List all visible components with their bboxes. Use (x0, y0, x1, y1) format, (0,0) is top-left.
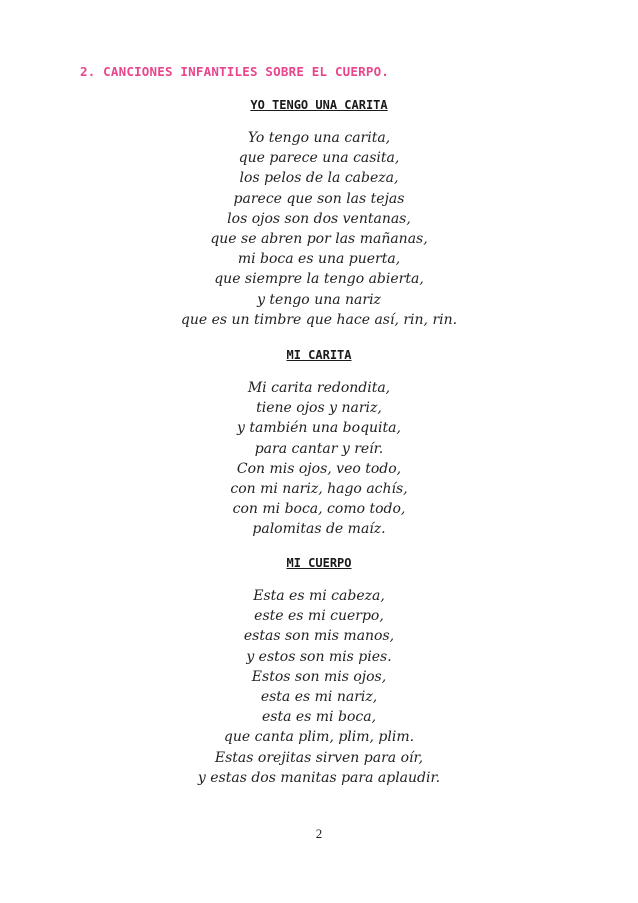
verse-line: que se abren por las mañanas, (210, 231, 428, 248)
verse-line: y también una boquita, (237, 420, 401, 437)
verse-line: estas son mis manos, (243, 628, 395, 645)
verse-line: que siempre la tengo abierta, (214, 271, 424, 288)
song-title-mi-carita: MI CARITA (286, 348, 352, 362)
verse-line: con mi boca, como todo, (232, 501, 406, 518)
verse-line: los ojos son dos ventanas, (227, 210, 411, 227)
song-verse-mi-cuerpo (0, 586, 638, 788)
verse-line: y tengo una nariz (257, 291, 381, 308)
verse-line: que parece una casita, (238, 150, 400, 167)
verse-line: este es mi cuerpo, (254, 608, 384, 625)
verse-line: Estos son mis ojos, (251, 668, 387, 685)
verse-line: mi boca es una puerta, (237, 251, 401, 268)
verse-line: Mi carita redondita, (247, 380, 391, 396)
verse-line: palomitas de maíz. (252, 521, 386, 538)
song-title-mi-cuerpo: MI CUERPO (286, 556, 352, 570)
verse-line: esta es mi nariz, (260, 689, 378, 706)
verse-line: y estos son mis pies. (246, 648, 392, 665)
song-verse-mi-carita (0, 378, 638, 540)
song-title-yo-tengo-una-carita: YO TENGO UNA CARITA (250, 98, 388, 112)
verse-line: Con mis ojos, veo todo, (236, 460, 402, 477)
verse-line: que es un timbre que hace así, rin, rin. (180, 311, 458, 328)
verse-line: tiene ojos y nariz, (256, 400, 382, 417)
verse-line: Yo tengo una carita, (247, 130, 391, 146)
verse-line: y estas dos manitas para aplaudir. (197, 769, 441, 786)
section-heading: 2. CANCIONES INFANTILES SOBRE EL CUERPO. (80, 64, 390, 79)
verse-line: Estas orejitas sirven para oír, (214, 749, 424, 766)
page-number: 2 (315, 826, 323, 841)
verse-line: con mi nariz, hago achís, (230, 481, 408, 498)
song-verse-yo-tengo-una-carita (0, 128, 638, 330)
verse-line: para cantar y reír. (254, 440, 384, 457)
verse-line: que canta plim, plim, plim. (223, 729, 415, 746)
verse-line: parece que son las tejas (233, 190, 405, 207)
verse-line: Esta es mi cabeza, (253, 588, 385, 604)
verse-line: los pelos de la cabeza, (239, 170, 399, 187)
verse-line: esta es mi boca, (261, 709, 377, 726)
